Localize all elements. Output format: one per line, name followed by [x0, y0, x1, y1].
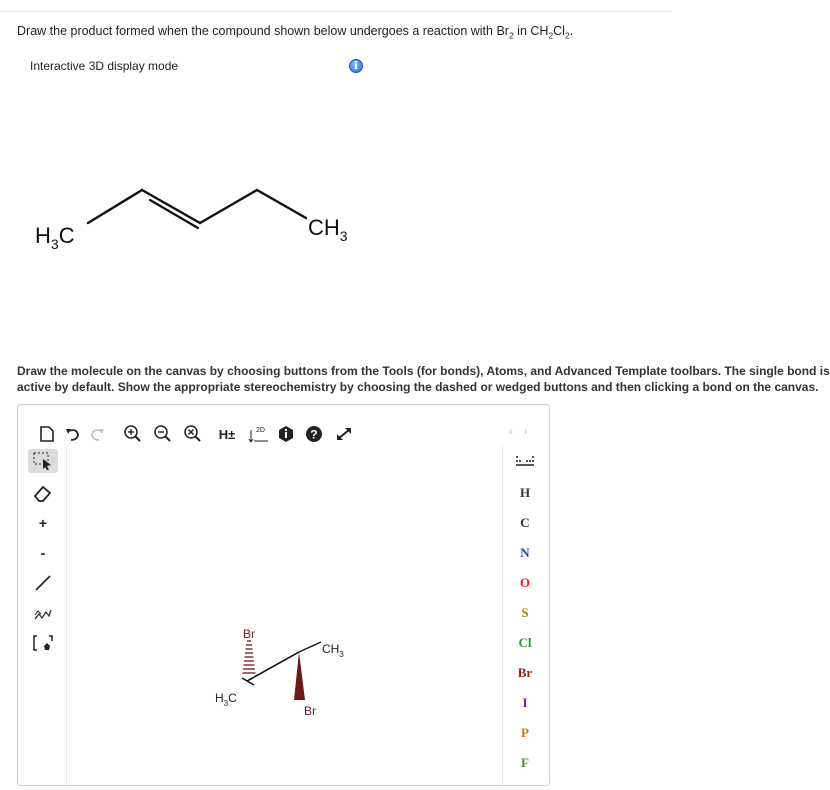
bond-main — [247, 652, 299, 681]
eraser-icon[interactable] — [28, 481, 58, 505]
zoom-reset-icon[interactable] — [182, 424, 204, 444]
bond-c1 — [242, 678, 254, 685]
atom-button-p[interactable]: P — [521, 725, 529, 740]
svg-text:2D: 2D — [256, 427, 265, 434]
atoms-toolbar — [501, 445, 549, 785]
new-document-icon[interactable] — [38, 424, 56, 444]
redo-icon[interactable] — [88, 424, 106, 444]
atom-button-c[interactable]: C — [520, 515, 530, 530]
plus-charge[interactable]: + — [38, 515, 48, 531]
product-structure — [67, 445, 502, 785]
h3c-label-left: $H_3C$ — [35, 223, 75, 252]
br-bottom-label: Br — [304, 704, 316, 718]
drawing-canvas[interactable] — [66, 445, 503, 785]
atom-button-n[interactable]: N — [520, 545, 530, 560]
reactant-structure — [0, 160, 671, 280]
wedge-bond-br — [294, 652, 305, 700]
periodic-table-icon[interactable] — [501, 455, 549, 469]
question-text: Draw the product formed when the compound shown below undergoes a reaction with $Br_2$ in $CH_2Cl_2$. — [17, 24, 574, 41]
bond-right-ch3 — [299, 642, 321, 652]
zoom-out-icon[interactable] — [152, 424, 174, 444]
atom-button-i[interactable]: I — [522, 695, 528, 710]
chain-icon[interactable] — [28, 601, 58, 625]
clean-2d-icon[interactable] — [248, 424, 270, 444]
top-toolbar — [18, 405, 549, 445]
undo-icon[interactable] — [64, 424, 82, 444]
bond-2-double-a — [142, 190, 200, 223]
display-mode-label: Interactive 3D display mode — [30, 59, 179, 73]
h3c-label: $H_3C$ — [215, 691, 237, 708]
info-icon[interactable] — [276, 424, 296, 444]
toolbar-scroll-arrows[interactable]: ‹ › — [509, 426, 532, 438]
h-toggle-icon[interactable]: H± — [218, 426, 236, 442]
top-divider — [0, 11, 671, 12]
br-top-label: Br — [243, 627, 255, 641]
bond-1 — [88, 190, 142, 223]
bond-3 — [200, 190, 257, 223]
help-icon[interactable] — [304, 424, 324, 444]
drawing-instructions: Draw the molecule on the canvas by choosing buttons from the Tools (for bonds), Atoms, and Advanced Template toolbars. The single bond is active by default. Show the appropriate stereochemistry by choosing the dashed or wedged buttons and then clicking a bond on the canvas. — [17, 364, 830, 394]
tools-toolbar — [18, 445, 66, 785]
ch3-label-right: $CH_3$ — [308, 215, 348, 244]
ch3-label: $CH_3$ — [322, 642, 344, 659]
atom-button-br[interactable]: Br — [517, 665, 533, 680]
atom-button-f[interactable]: F — [521, 755, 529, 770]
svg-text:?: ? — [310, 427, 318, 442]
atom-button-o[interactable]: O — [519, 575, 531, 590]
molecule-editor — [17, 404, 550, 786]
single-bond-icon[interactable] — [28, 571, 58, 595]
bond-2-double-b — [150, 200, 198, 228]
info-icon[interactable]: i — [349, 59, 363, 73]
zoom-in-icon[interactable] — [122, 424, 144, 444]
fullscreen-icon[interactable] — [334, 424, 354, 444]
atom-button-h[interactable]: H — [519, 485, 531, 500]
minus-charge[interactable]: - — [40, 545, 46, 561]
select-icon[interactable] — [28, 449, 58, 473]
template-icon[interactable] — [28, 631, 58, 655]
atom-button-cl[interactable]: Cl — [518, 635, 532, 650]
bond-4 — [257, 190, 306, 218]
atom-button-s[interactable]: S — [521, 605, 529, 620]
